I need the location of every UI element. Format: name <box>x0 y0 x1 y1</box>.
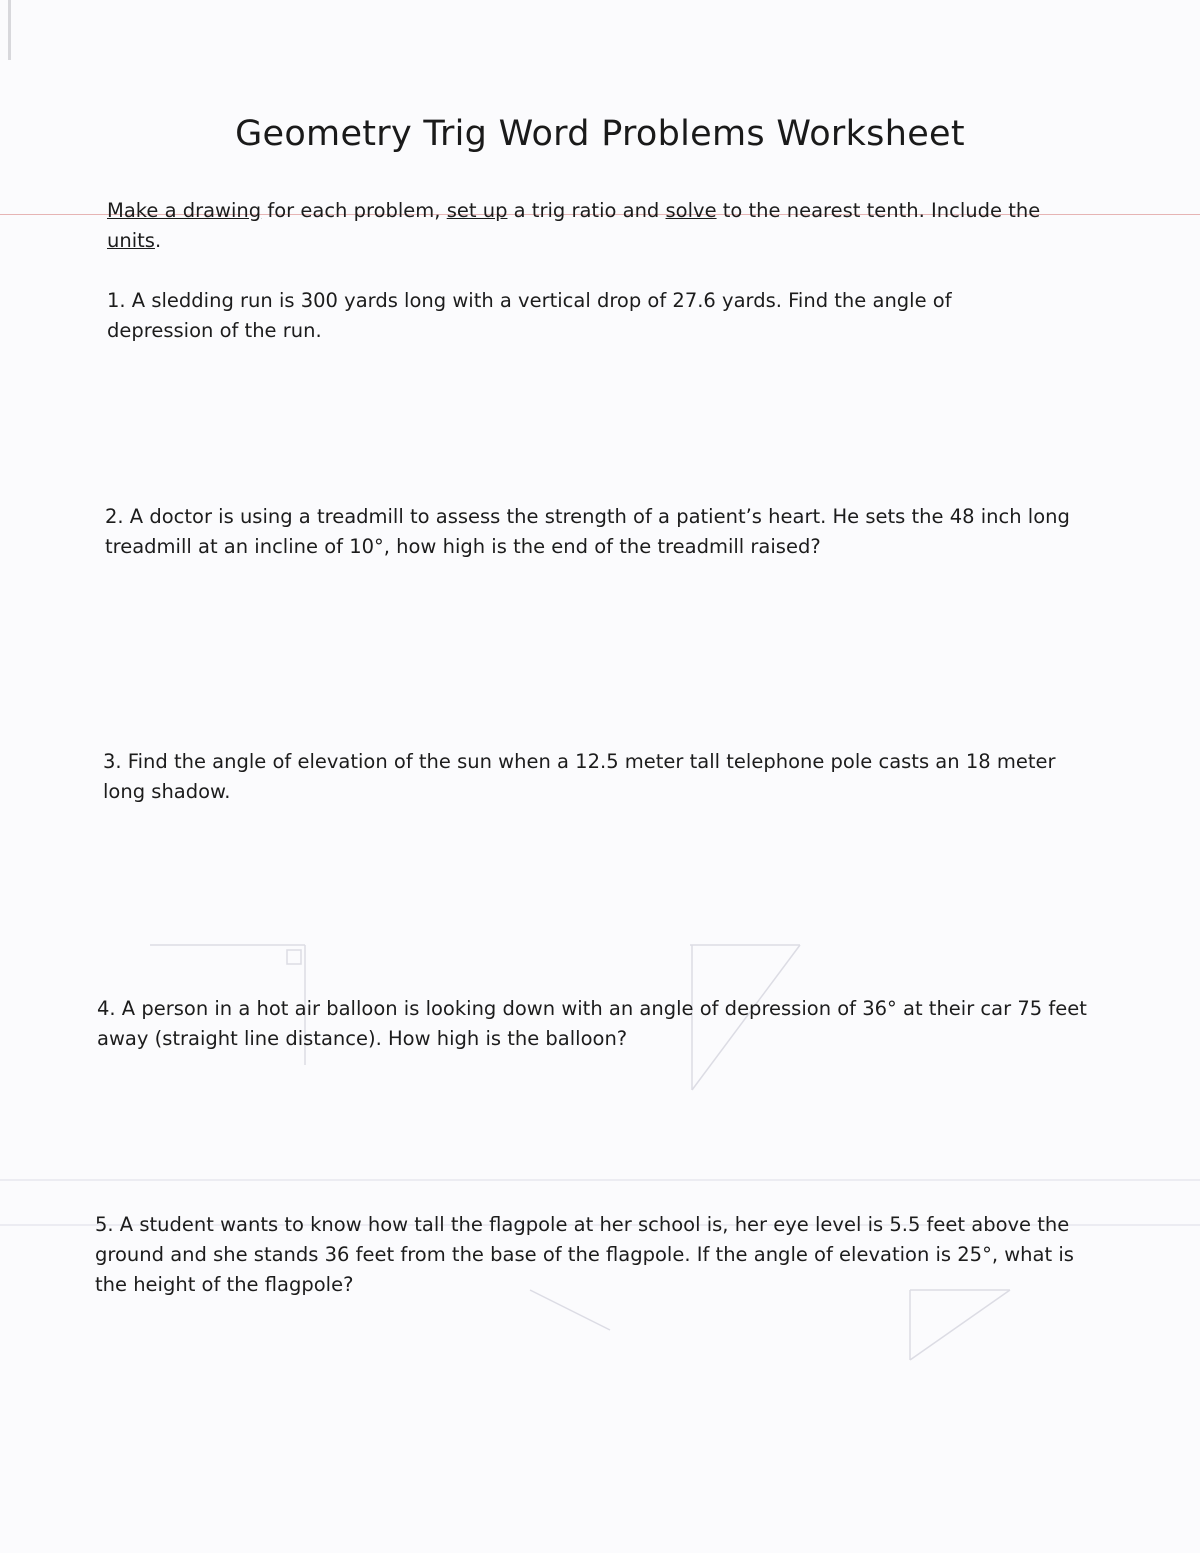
instructions-set-up: set up <box>446 199 508 222</box>
instructions-units: units <box>107 229 155 252</box>
problem-4: 4. A person in a hot air balloon is looking down with an angle of depression of 36° at their car 75 feet away (straight line distance). How high is the balloon? <box>97 997 1087 1050</box>
problem-5: 5. A student wants to know how tall the flagpole at her school is, her eye level is 5.5 feet above the ground and she stands 36 feet from the base of the flagpole. If the angle of elevation is 25°, what is the height of the flagpole? <box>95 1213 1074 1296</box>
problem-2: 2. A doctor is using a treadmill to assess the strength of a patient’s heart. He sets the 48 inch long treadmill at an incline of 10°, how high is the end of the treadmill raised? <box>105 505 1070 558</box>
instructions-period: . <box>154 229 162 252</box>
page-title: Geometry Trig Word Problems Worksheet <box>235 114 965 154</box>
instructions-text-2: a trig ratio and <box>507 199 666 222</box>
problem-1: 1. A sledding run is 300 yards long with a vertical drop of 27.6 yards. Find the angle of depression of the run. <box>107 289 952 342</box>
problem-3: 3. Find the angle of elevation of the sun when a 12.5 meter tall telephone pole casts an 18 meter long shadow. <box>103 750 1056 803</box>
instructions-text-3: to the nearest tenth. Include the <box>716 199 1041 222</box>
instructions <box>107 196 1107 256</box>
instructions-make-drawing: Make a drawing <box>107 199 262 222</box>
instructions-text-1: for each problem, <box>261 199 447 222</box>
instructions-solve: solve <box>665 199 717 222</box>
